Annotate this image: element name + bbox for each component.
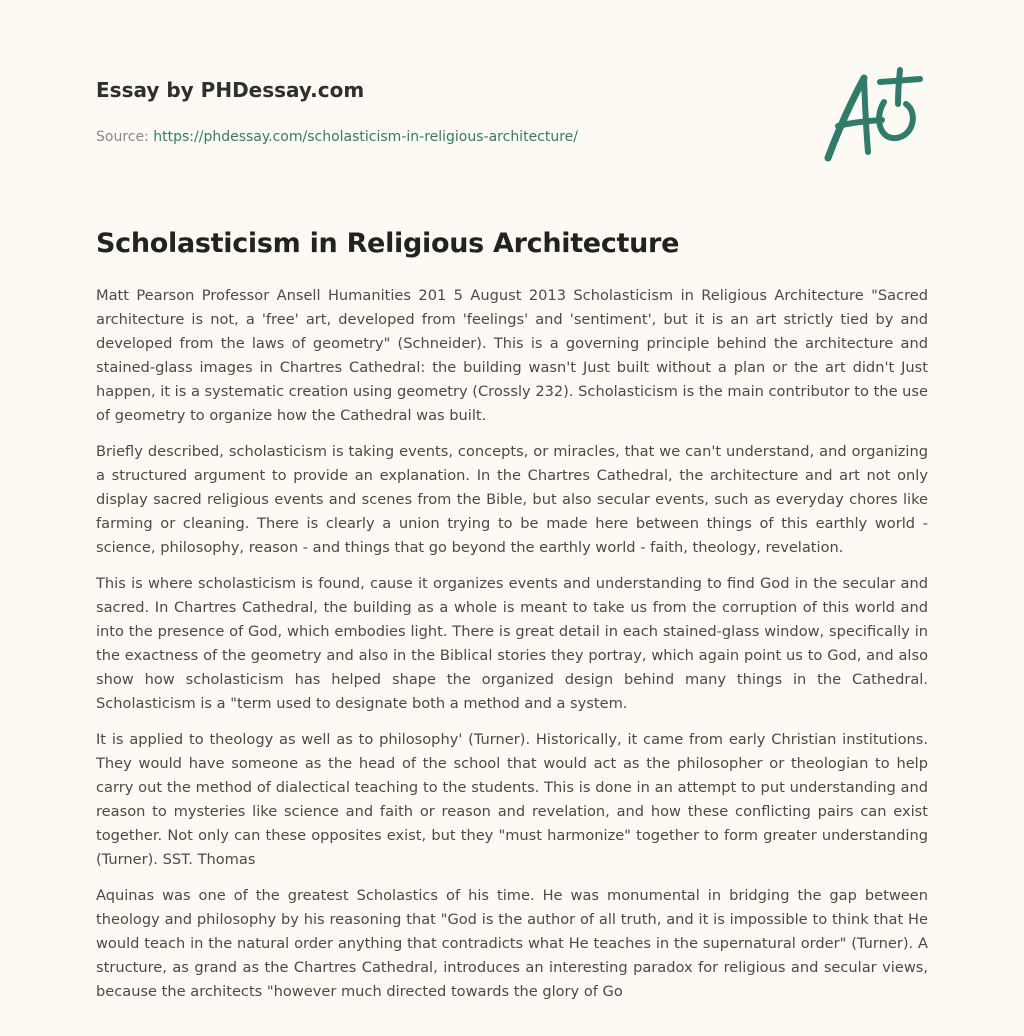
- essay-paragraph: Aquinas was one of the greatest Scholastics of his time. He was monumental in bridging the gap between theology and philosophy by his reasoning that "God is the author of all truth, and it is impossible to think that He would teach in the natural order anything that contradicts what He teaches in the supernatural order" (Turner). A structure, as grand as the Chartres Cathedral, introduces an interesting paradox for religious and secular views, because the architects "however much directed towards the glory of Go: [96, 887, 928, 1000]
- source-line: [96, 128, 796, 146]
- essay-paragraph: It is applied to theology as well as to philosophy' (Turner). Historically, it came from early Christian institutions. They would have someone as the head of the school that would act as the philosopher or theologian to help carry out the method of dialectical teaching to the students. This is done in an attempt to put understanding and reason to mysteries like science and faith or reason and revelation, and how these conflicting pairs can exist together. Not only can these opposites exist, but they "must harmonize" together to form greater understanding (Turner). SST. Thomas: [96, 731, 928, 868]
- essay-header: [96, 76, 796, 146]
- source-label: Source:: [96, 129, 154, 145]
- essay-title: Scholasticism in Religious Architecture: [96, 228, 680, 259]
- essay-paragraph: This is where scholasticism is found, cause it organizes events and understanding to find God in the secular and sacred. In Chartres Cathedral, the building as a whole is meant to take us from the corruption of this world and into the presence of God, which embodies light. There is great detail in each stained-glass window, specifically in the exactness of the geometry and also in the Biblical stories they portray, which again point us to God, and also show how scholasticism has helped shape the organized design behind many things in the Cathedral. Scholasticism is a "term used to designate both a method and a system.: [96, 575, 928, 712]
- essay-paragraph: Matt Pearson Professor Ansell Humanities 201 5 August 2013 Scholasticism in Religious Architecture "Sacred architecture is not, a 'free' art, developed from 'feelings' and 'sentiment', but it is an art strictly tied by and developed from the laws of geometry" (Schneider). This is a governing principle behind the architecture and stained-glass images in Chartres Cathedral: the building wasn't Just built without a plan or the art didn't Just happen, it is a systematic creation using geometry (Crossly 232). Scholasticism is the main contributor to the use of geometry to organize how the Cathedral was built.: [96, 287, 929, 424]
- essay-paragraph: Briefly described, scholasticism is taking events, concepts, or miracles, that we can't understand, and organizing a structured argument to provide an explanation. In the Chartres Cathedral, the architecture and art not only display sacred religious events and scenes from the Bible, but also secular events, such as everyday chores like farming or cleaning. There is clearly a union trying to be made here between things of this earthly world - science, philosophy, reason - and things that go beyond the earthly world - faith, theology, revelation.: [96, 443, 928, 556]
- site-brand: Essay by PHDessay.com: [96, 78, 365, 102]
- essay-body: [96, 284, 928, 1016]
- a-plus-grade-icon: [818, 66, 930, 166]
- source-link[interactable]: https://phdessay.com/scholasticism-in-religious-architecture/: [153, 129, 579, 145]
